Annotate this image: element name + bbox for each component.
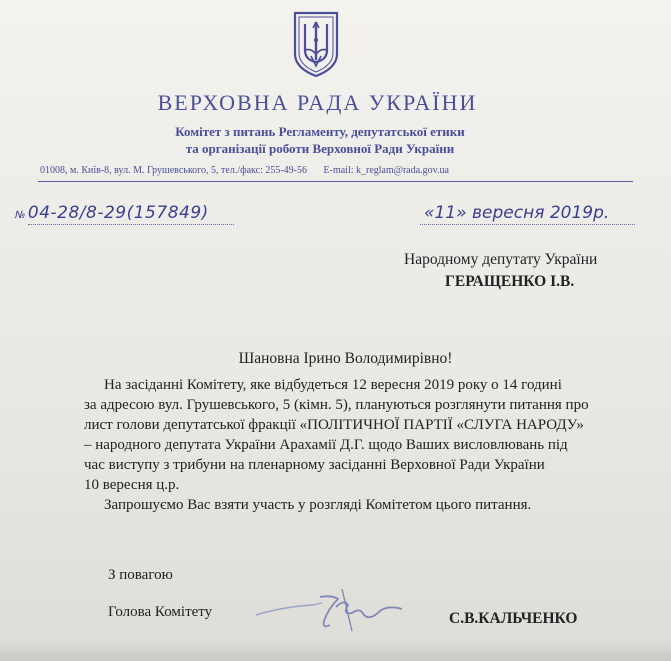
body-line: час виступу з трибуни на пленарному засіданні Верховної Ради України	[84, 457, 545, 473]
postal-address: 01008, м. Київ-8, вул. М. Грушевського, 5, тел./факс: 255-49-56	[40, 165, 308, 176]
contact-line	[40, 165, 640, 176]
committee-name-line2: та організації роботи Верховної Ради України	[185, 141, 455, 156]
body-line: – народного депутата України Арахамії Д.Г. щодо Ваших висловлювань під	[84, 437, 568, 453]
trident-coat-of-arms-icon	[291, 10, 341, 78]
body-line: 10 вересня ц.р.	[84, 477, 180, 493]
body-line: лист голови депутатської фракції «ПОЛІТИЧНОЇ ПАРТІЇ «СЛУГА НАРОДУ»	[84, 417, 584, 433]
email-address: E-mail: k_reglam@rada.gov.ua	[323, 165, 449, 176]
body-line: за адресою вул. Грушевського, 5 (кімн. 5), плануються розглянути питання про	[84, 397, 589, 413]
letterhead-divider	[38, 181, 633, 182]
addressee-name: ГЕРАЩЕНКО І.В.	[445, 273, 575, 290]
salutation: Шановна Ірино Володимирівно!	[238, 350, 453, 367]
handwritten-signature	[252, 585, 412, 637]
closing-regards: З повагою	[108, 567, 173, 583]
org-name: ВЕРХОВНА РАДА УКРАЇНИ	[157, 90, 478, 115]
signer-name: С.В.КАЛЬЧЕНКО	[449, 610, 578, 627]
date-underline	[420, 224, 635, 225]
body-line: Запрошуємо Вас взяти участь у розгляді Комітетом цього питання.	[104, 497, 532, 513]
number-value: 04-28/8-29(157849)	[27, 203, 209, 223]
committee-name-line1: Комітет з питань Регламенту, депутатської етики	[175, 124, 465, 139]
body-line: На засіданні Комітету, яке відбудеться 12 вересня 2019 року о 14 годині	[104, 377, 562, 393]
registration-date: «11» вересня 2019р.	[424, 203, 610, 223]
signer-title: Голова Комітету	[108, 604, 213, 620]
addressee-role: Народному депутату України	[404, 251, 598, 268]
registration-number	[15, 203, 209, 223]
page-shadow	[0, 640, 671, 661]
number-prefix: №	[15, 210, 26, 221]
number-underline	[28, 224, 234, 225]
